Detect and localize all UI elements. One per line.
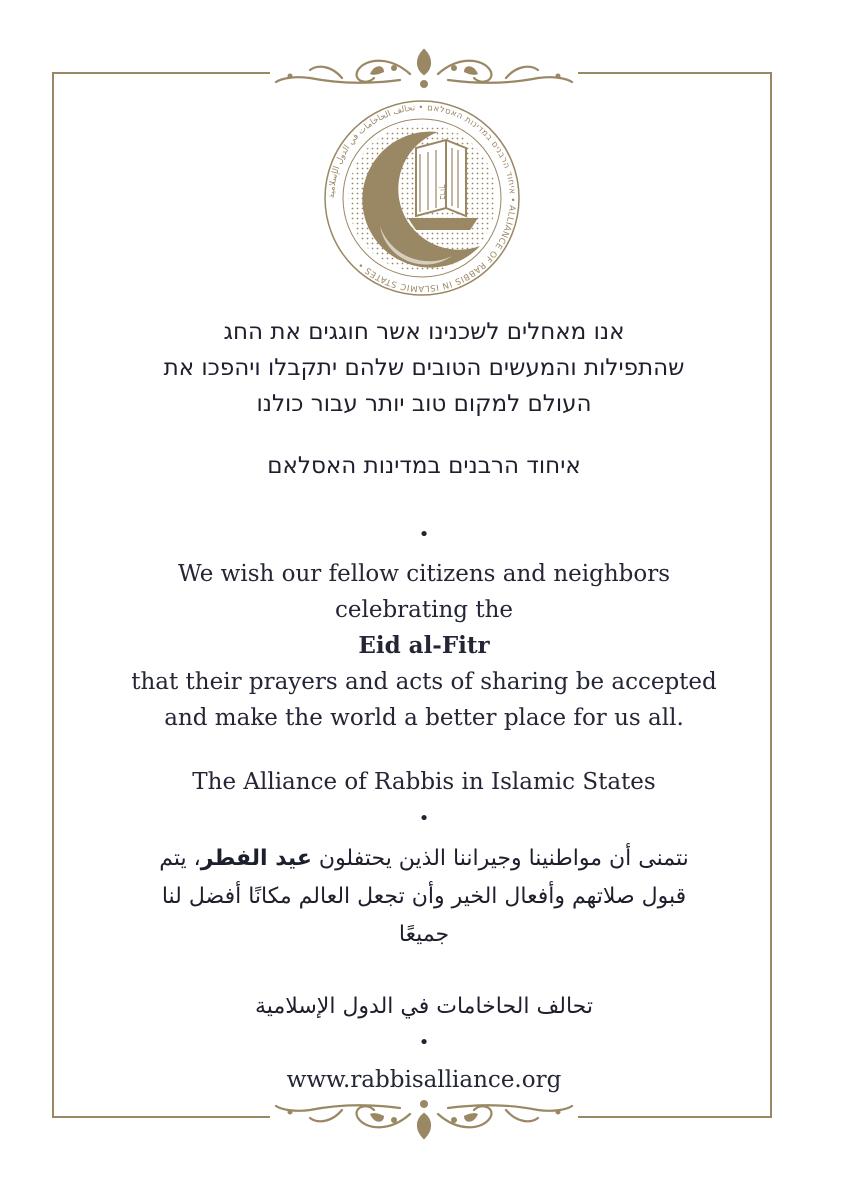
arabic-line-1-start: نتمنى أن مواطنينا وجيراننا الذين يحتفلون	[311, 846, 689, 871]
separator-dot-3: •	[418, 1032, 430, 1053]
logo-book-text: ברוך	[437, 184, 447, 200]
arabic-line-2: قبول صلاتهم وأفعال الخير وأن تجعل العالم مكانًا أفضل لنا	[161, 884, 687, 909]
top-ornament	[270, 44, 578, 94]
english-line-3: that their prayers and acts of sharing be accepted	[131, 669, 717, 695]
english-line-2: celebrating the	[334, 597, 513, 623]
english-holiday: Eid al-Fitr	[358, 632, 490, 659]
english-greeting	[90, 556, 758, 736]
hebrew-line-1: אנו מאחלים לשכנינו אשר חוגגים את החג	[223, 319, 625, 345]
arabic-line-1-end: ، يتم	[159, 846, 201, 871]
hebrew-line-3: העולם למקום טוב יותר עבור כולנו	[256, 391, 592, 417]
english-line-4: and make the world a better place for us all.	[164, 705, 684, 731]
english-line-1: We wish our fellow citizens and neighbors	[177, 561, 671, 587]
english-signature: The Alliance of Rabbis in Islamic States	[192, 769, 656, 795]
hebrew-line-2: שהתפילות והמעשים הטובים שלהם יתקבלו ויהפכו את	[163, 355, 685, 381]
arabic-signature: تحالف الحاخامات في الدول الإسلامية	[255, 994, 593, 1019]
crescent-book-emblem-icon	[320, 96, 524, 300]
arabic-greeting	[90, 840, 758, 954]
separator-dot-1: •	[418, 524, 430, 545]
logo-ring-text: איחוד הרבנים במדינות האסלאם • تحالف الحاخامات في الدول الإسلامية • ALLIANCE OF RABBIS IN ISLAMIC STATES •	[326, 102, 518, 294]
hebrew-signature: איחוד הרבנים במדינות האסלאם	[267, 453, 581, 479]
website-url: www.rabbisalliance.org	[286, 1067, 562, 1093]
separator-dot-2: •	[418, 808, 430, 829]
arabic-line-1	[90, 840, 758, 878]
bottom-ornament	[270, 1094, 578, 1144]
alliance-logo	[320, 96, 524, 300]
bottom-flourish-icon	[270, 1094, 578, 1144]
arabic-holiday: عيد الفطر	[200, 846, 312, 871]
arabic-line-3: جميعًا	[398, 922, 450, 947]
top-flourish-icon	[270, 44, 578, 94]
hebrew-greeting	[90, 314, 758, 422]
